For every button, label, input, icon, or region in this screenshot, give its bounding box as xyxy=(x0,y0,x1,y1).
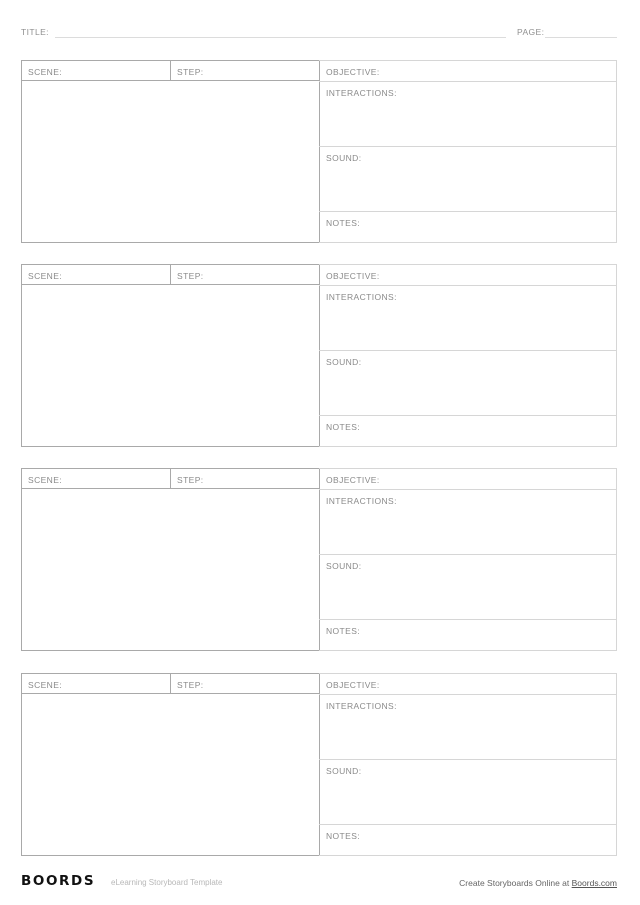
notes-cell[interactable] xyxy=(319,620,616,652)
cta-text: Create Storyboards Online at xyxy=(459,878,570,888)
sound-cell[interactable] xyxy=(319,760,616,825)
sound-label: SOUND: xyxy=(326,766,362,776)
boords-logo: BOORDS xyxy=(21,873,96,889)
interactions-label: INTERACTIONS: xyxy=(326,496,397,506)
sound-cell[interactable] xyxy=(319,351,616,416)
objective-label: OBJECTIVE: xyxy=(326,67,380,77)
storyboard-panel xyxy=(21,264,617,447)
sound-label: SOUND: xyxy=(326,561,362,571)
objective-cell[interactable] xyxy=(319,674,616,695)
storyboard-panel xyxy=(21,468,617,651)
objective-label: OBJECTIVE: xyxy=(326,271,380,281)
interactions-cell[interactable] xyxy=(319,82,616,147)
panel-details xyxy=(319,60,617,243)
sound-label: SOUND: xyxy=(326,357,362,367)
scene-cell[interactable] xyxy=(21,264,171,285)
sound-cell[interactable] xyxy=(319,147,616,212)
panel-details xyxy=(319,468,617,651)
storyboard-panel xyxy=(21,673,617,856)
image-frame[interactable] xyxy=(21,693,320,856)
page-footer xyxy=(21,872,617,890)
step-cell[interactable] xyxy=(170,468,320,489)
notes-label: NOTES: xyxy=(326,831,361,841)
title-line[interactable] xyxy=(55,37,506,38)
page-line[interactable] xyxy=(545,37,617,38)
sound-cell[interactable] xyxy=(319,555,616,620)
step-cell[interactable] xyxy=(170,264,320,285)
notes-cell[interactable] xyxy=(319,416,616,448)
boords-link[interactable]: Boords.com xyxy=(571,878,617,888)
panel-details xyxy=(319,264,617,447)
page-label: PAGE: xyxy=(517,27,545,37)
scene-label: SCENE: xyxy=(28,680,63,690)
step-label: STEP: xyxy=(177,271,204,281)
objective-label: OBJECTIVE: xyxy=(326,475,380,485)
footer-cta xyxy=(459,878,617,888)
step-cell[interactable] xyxy=(170,60,320,81)
objective-label: OBJECTIVE: xyxy=(326,680,380,690)
scene-cell[interactable] xyxy=(21,673,171,694)
scene-label: SCENE: xyxy=(28,271,63,281)
scene-cell[interactable] xyxy=(21,60,171,81)
notes-cell[interactable] xyxy=(319,212,616,244)
sound-label: SOUND: xyxy=(326,153,362,163)
title-label: TITLE: xyxy=(21,27,49,37)
scene-cell[interactable] xyxy=(21,468,171,489)
step-label: STEP: xyxy=(177,67,204,77)
step-label: STEP: xyxy=(177,680,204,690)
objective-cell[interactable] xyxy=(319,469,616,490)
interactions-cell[interactable] xyxy=(319,695,616,760)
interactions-label: INTERACTIONS: xyxy=(326,88,397,98)
notes-label: NOTES: xyxy=(326,218,361,228)
interactions-cell[interactable] xyxy=(319,286,616,351)
notes-label: NOTES: xyxy=(326,626,361,636)
step-label: STEP: xyxy=(177,475,204,485)
template-subtitle: eLearning Storyboard Template xyxy=(111,878,223,887)
objective-cell[interactable] xyxy=(319,265,616,286)
interactions-cell[interactable] xyxy=(319,490,616,555)
notes-label: NOTES: xyxy=(326,422,361,432)
notes-cell[interactable] xyxy=(319,825,616,857)
image-frame[interactable] xyxy=(21,80,320,243)
scene-label: SCENE: xyxy=(28,475,63,485)
image-frame[interactable] xyxy=(21,284,320,447)
interactions-label: INTERACTIONS: xyxy=(326,292,397,302)
page-header xyxy=(21,27,617,41)
interactions-label: INTERACTIONS: xyxy=(326,701,397,711)
scene-label: SCENE: xyxy=(28,67,63,77)
panel-details xyxy=(319,673,617,856)
storyboard-panel xyxy=(21,60,617,243)
image-frame[interactable] xyxy=(21,488,320,651)
step-cell[interactable] xyxy=(170,673,320,694)
objective-cell[interactable] xyxy=(319,61,616,82)
